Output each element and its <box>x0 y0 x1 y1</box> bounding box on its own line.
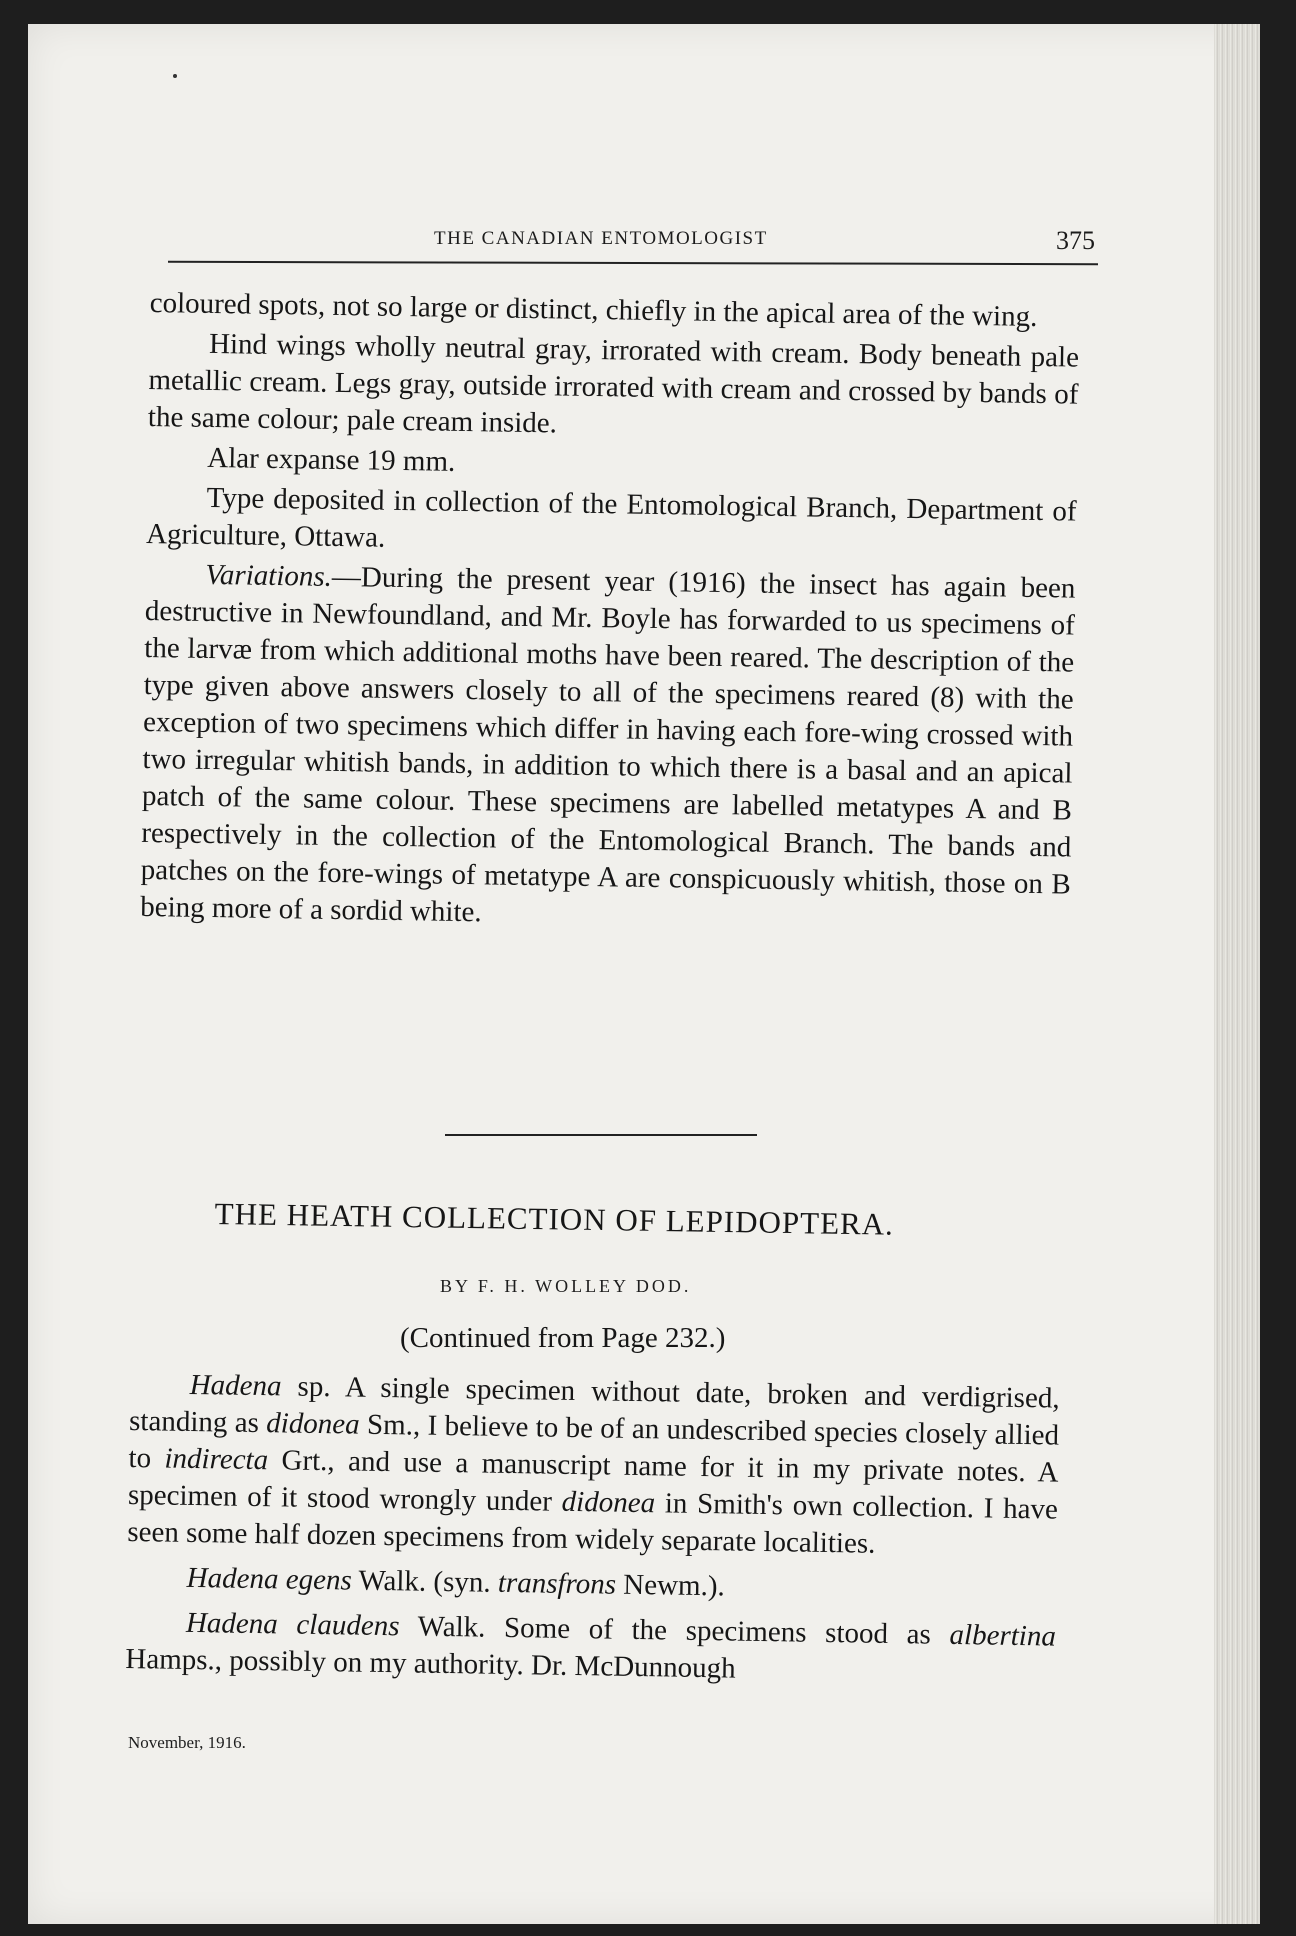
paragraph <box>126 1559 1056 1611</box>
page-number: 375 <box>1056 226 1095 255</box>
paragraph: coloured spots, not so large or distinct, chiefly in the apical area of the wing. <box>149 286 1038 333</box>
text-run: Walk. Some of the specimens stood as <box>399 1610 950 1651</box>
taxon-name: indirecta <box>164 1442 269 1477</box>
variations-paragraph <box>140 556 1076 941</box>
continued-note: (Continued from Page 232.) <box>400 1322 726 1354</box>
speck <box>173 74 177 78</box>
taxon-name: Hadena claudens <box>185 1606 400 1643</box>
taxon-name: didonea <box>561 1485 656 1520</box>
text-run: Hamps., possibly on my authority. Dr. McDunnough <box>125 1642 736 1685</box>
taxon-name: Hadena egens <box>186 1561 353 1597</box>
taxon-name: transfrons <box>497 1566 617 1601</box>
paragraph: Alar expanse 19 mm. <box>207 441 456 478</box>
paragraph: Hind wings wholly neutral gray, irrorated with cream. Body beneath pale metallic cream. Legs gray, outside irrorated with cream and crossed by bands of the same colour; pale cream inside. <box>147 327 1080 440</box>
taxon-name: Hadena <box>189 1368 282 1403</box>
description-continued <box>140 285 1080 944</box>
text-run: sp. A single specimen without date, broken and verdigrised, standing as <box>128 1370 1060 1440</box>
variations-text: —During the present year (1916) the insect has again been destructive in Newfoundland, and Mr. Boyle has forwarded to us specimens of the larvæ from which additional moths have been reared. The description of the type given above answers closely to all of the specimens reared (8) with the exception of two specimens which differ in having each fore-wing crossed with two irregular whitish bands, in addition to which there is a basal and an apical patch of the same colour. These specimens are labelled metatypes A and B respectively in the collection of the Entomological Branch. The bands and patches on the fore-wings of metatype A are conspicuously whitish, those on B being more of a sordid white. <box>139 560 1076 929</box>
variations-label: Variations. <box>205 558 333 593</box>
text-run: Walk. (syn. <box>351 1564 499 1599</box>
paragraph: Type deposited in collection of the Entomological Branch, Department of Agriculture, Ottawa. <box>145 481 1077 554</box>
text-run: Newm.). <box>615 1568 726 1603</box>
text-run: in Smith's own collection. I have seen some half dozen specimens from widely separate localities. <box>127 1487 1059 1560</box>
page-edges <box>1214 24 1260 1924</box>
article-byline: BY F. H. WOLLEY DOD. <box>440 1276 692 1296</box>
taxon-name: albertina <box>949 1618 1057 1653</box>
journal-title: THE CANADIAN ENTOMOLOGIST <box>434 228 768 249</box>
paragraph <box>125 1604 1056 1693</box>
article-body <box>125 1366 1060 1696</box>
text-run: Sm., I believe to be of an undescribed species closely allied to <box>128 1408 1060 1475</box>
text-run: Grt., and use a manuscript name for it in my private notes. A specimen of it stood wrongly under <box>127 1444 1059 1518</box>
section-separator <box>445 1134 757 1136</box>
article-heading: THE HEATH COLLECTION OF LEPIDOPTERA. <box>214 1196 895 1242</box>
issue-date-footer: November, 1916. <box>128 1733 246 1752</box>
taxon-name: didonea <box>266 1407 360 1441</box>
paragraph <box>127 1366 1060 1566</box>
